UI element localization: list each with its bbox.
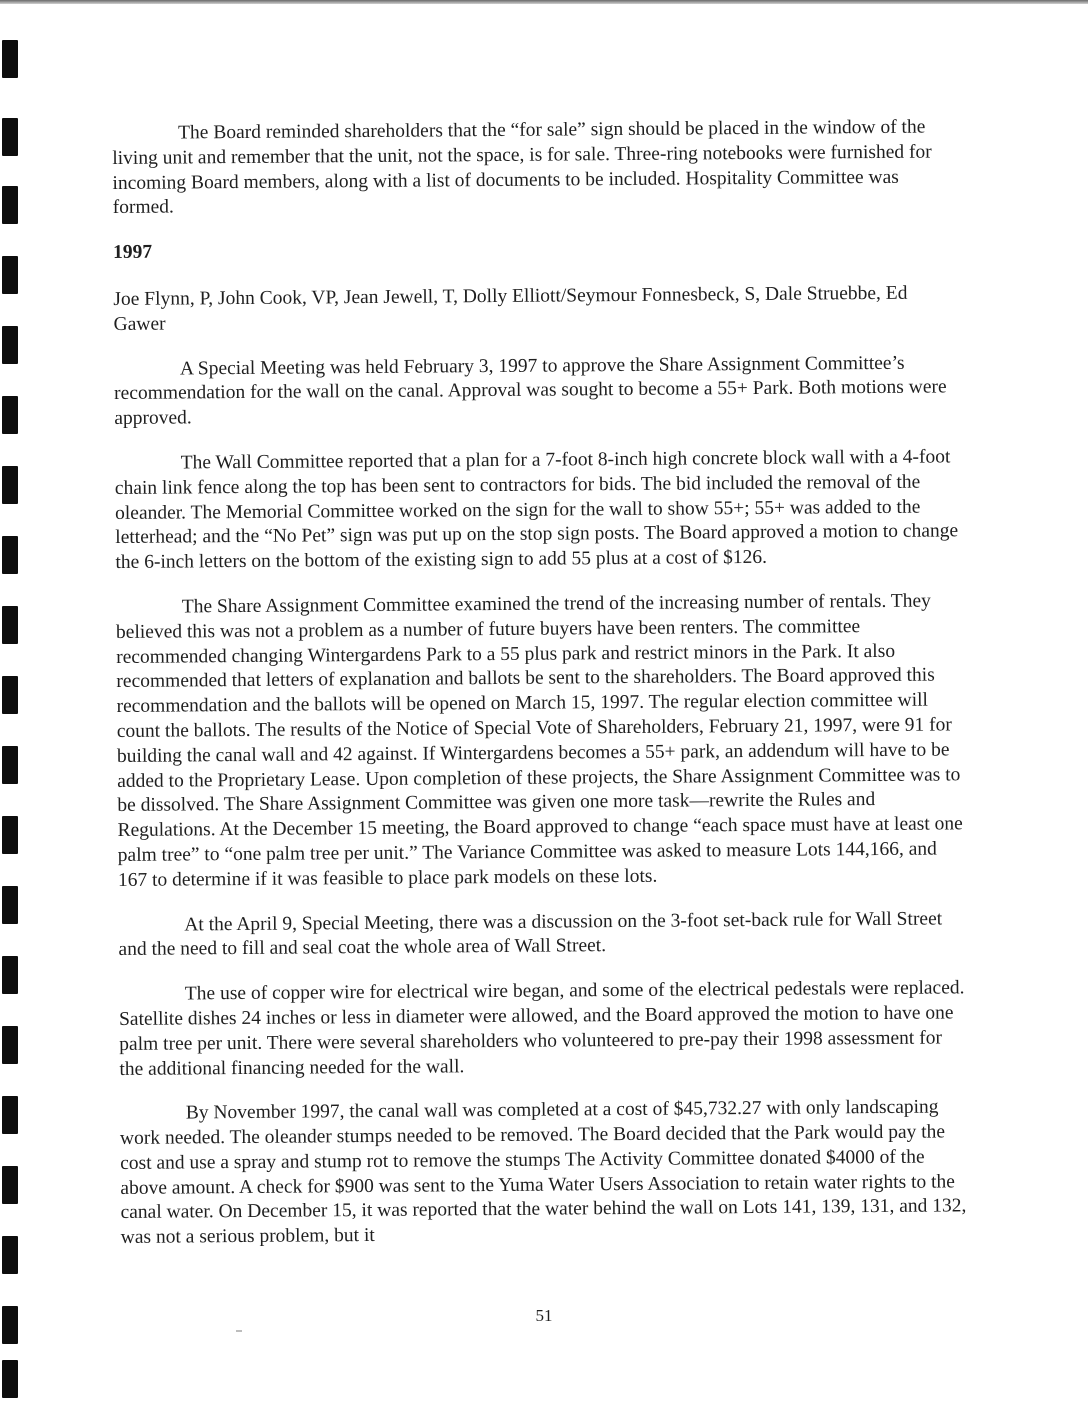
page-body — [112, 115, 971, 1271]
paragraph-share-assignment: The Share Assignment Committee examined the trend of the increasing number of rentals. They believed this was not a problem as a number of future buyers have been renters. The committee recommended changing Wintergardens Park to a 55 plus park and restrict minors in the Park. It also recommended that letters of explanation and ballots be sent to the shareholders. The Board approved this recommendation and the ballots will be opened on March 15, 1997. The regular election committee will count the ballots. The results of the Notice of Special Vote of Shareholders, February 21, 1997, were 91 for building the canal wall and 42 against. If Wintergardens becomes a 55+ park, an addendum will have to be added to the Proprietary Lease. Upon completion of these projects, the Share Assignment Committee was to be dissolved. The Share Assignment Committee was given one more task—rewrite the Rules and Regulations. At the December 15 meeting, the Board approved to change “each space must have at least one palm tree” to “one palm tree per unit.” The Variance Committee was asked to measure Lots 144,166, and 167 to determine if it was feasible to place park models on these lots. — [115, 590, 963, 891]
binding-hole — [2, 1306, 18, 1344]
binding-hole — [2, 118, 18, 156]
binding-hole — [2, 1236, 18, 1274]
binding-hole — [2, 536, 18, 574]
year-heading: 1997 — [112, 241, 153, 264]
paragraph-canal-wall-completed: By November 1997, the canal wall was completed at a cost of $45,732.27 with only landscaping work needed. The oleander stumps needed to be removed. The Board decided that the Park would pay the cost and use a spray and stump rot to remove the stumps The Activity Committee donated $4000 of the above amount. A check for $900 was sent to the Yuma Water Users Association to retain water rights to the canal water. On December 15, it was reported that the water behind the wall on Lots 141, 139, 131, and 132, was not a serious problem, but it — [119, 1096, 967, 1249]
scan-speck — [236, 1330, 242, 1332]
binding-hole — [2, 396, 18, 434]
binding-hole — [2, 606, 18, 644]
binding-hole — [2, 816, 18, 854]
binding-hole — [2, 886, 18, 924]
binding-hole — [2, 746, 18, 784]
binding-hole — [2, 1360, 18, 1398]
binding-hole — [2, 676, 18, 714]
binding-hole — [2, 956, 18, 994]
binding-hole — [2, 326, 18, 364]
paragraph-wall-committee: The Wall Committee reported that a plan for a 7-foot 8-inch high concrete block wall with a 4-foot chain link fence along the top has been sent to contractors for bids. The bid included the removal of the oleander. The Memorial Committee worked on the sign for the wall to show 55+; 55+ was added to the letterhead; and the “No Pet” sign was put up on the stop sign posts. The Board approved a motion to change the 6-inch letters on the bottom of the existing sign to add 55 plus at a cost of $126. — [114, 446, 959, 574]
binding-hole — [2, 256, 18, 294]
officers-list: Joe Flynn, P, John Cook, VP, Jean Jewell, T, Dolly Elliott/Seymour Fonnesbeck, S, Dale Struebbe, Ed Gawer — [113, 282, 908, 335]
paragraph-special-meeting: A Special Meeting was held February 3, 1997 to approve the Share Assignment Committee’s recommendation for the wall on the canal. Approval was sought to become a 55+ Park. Both motions were approved. — [114, 352, 947, 430]
paragraph-april-meeting: At the April 9, Special Meeting, there was a discussion on the 3-foot set-back rule for Wall Street and the need to fill and seal coat the whole area of Wall Street. — [118, 908, 943, 961]
paragraph-copper-wire: The use of copper wire for electrical wire began, and some of the electrical pedestals were replaced. Satellite dishes 24 inches or less in diameter were allowed, and the Board approved the motion to have one palm tree per unit. There were several shareholders who volunteered to pre-pay their 1998 assessment for the additional financing needed for the wall. — [118, 977, 965, 1080]
binding-hole — [2, 466, 18, 504]
binding-hole — [2, 40, 18, 78]
binding-hole — [2, 1026, 18, 1064]
page-number: 51 — [535, 1306, 553, 1325]
binding-hole — [2, 1166, 18, 1204]
page-top-edge — [0, 0, 1088, 4]
paragraph-board-reminders: The Board reminded shareholders that the “for sale” sign should be placed in the window of the living unit and remember that the unit, not the space, is for sale. Three-ring notebooks were furnished for incoming Board members, along with a list of documents to be included. Hospitality Committee was formed. — [112, 116, 932, 219]
binding-hole — [2, 1096, 18, 1134]
binding-hole — [2, 186, 18, 224]
spiral-binding — [0, 28, 26, 1408]
